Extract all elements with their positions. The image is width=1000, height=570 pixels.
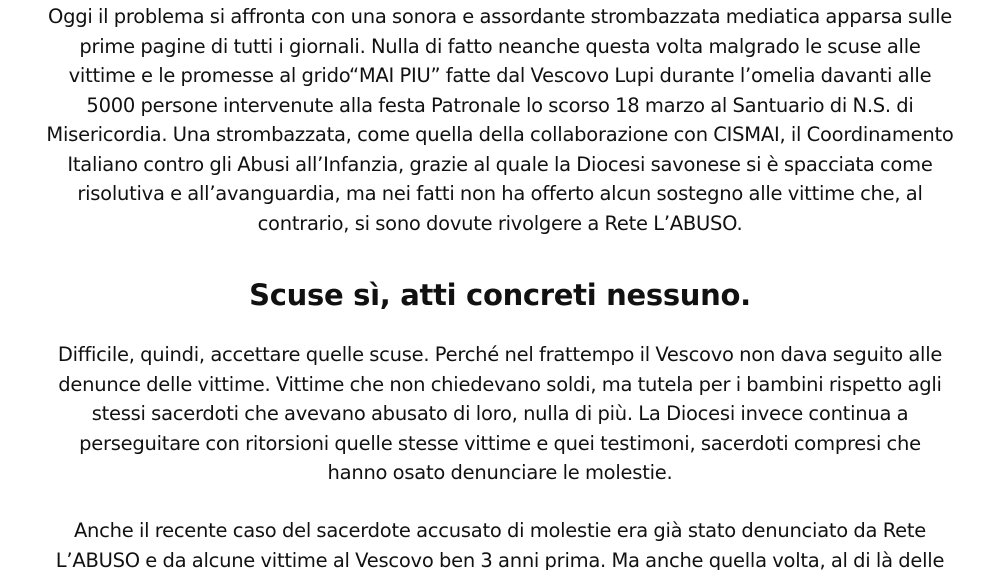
paragraph-line: perseguitare con ritorsioni quelle stesse vittime e quei testimoni, sacerdoti compresi che [79, 431, 921, 455]
paragraph-line: L’ABUSO e da alcune vittime al Vescovo ben 3 anni prima. Ma anche quella volta, al di là delle [55, 548, 945, 570]
paragraph-line: Misericordia. Una strombazzata, come quella della collaborazione con CISMAI, il Coordinamento [46, 123, 954, 146]
paragraph-line: risolutiva e all’avanguardia, ma nei fatti non ha offerto alcun sostegno alle vittime che, al [77, 182, 923, 205]
paragraph-line: stessi sacerdoti che avevano abusato di loro, nulla di più. La Diocesi invece continua a [91, 402, 909, 425]
paragraph-line: Anche il recente caso del sacerdote accusato di molestie era già stato denunciato da Rete [73, 519, 927, 542]
section-heading: Scuse sì, atti concreti nessuno. [249, 278, 751, 312]
article-paragraph-3 [0, 516, 1000, 570]
paragraph-line: denunce delle vittime. Vittime che non chiedevano soldi, ma tutela per i bambini rispetto agli [58, 372, 942, 396]
article-paragraph-2 [0, 340, 1000, 488]
paragraph-line: hanno osato denunciare le molestie. [327, 461, 673, 484]
paragraph-line: prime pagine di tutti i giornali. Nulla di fatto neanche questa volta malgrado le scuse alle [79, 34, 921, 58]
paragraph-line: contrario, si sono dovute rivolgere a Rete L’ABUSO. [257, 211, 743, 235]
paragraph-line: Oggi il problema si affronta con una sonora e assordante strombazzata mediatica apparsa sulle [47, 5, 953, 28]
paragraph-line: 5000 persone intervenute alla festa Patronale lo scorso 18 marzo al Santuario di N.S. di [86, 93, 914, 117]
paragraph-line: Difficile, quindi, accettare quelle scuse. Perché nel frattempo il Vescovo non dava seguito alle [57, 343, 943, 366]
paragraph-line: vittime e le promesse al grido“MAI PIU” fatte dal Vescovo Lupi durante l’omelia davanti alle [68, 64, 932, 87]
article-paragraph-1 [0, 2, 1000, 238]
paragraph-line: Italiano contro gli Abusi all’Infanzia, grazie al quale la Diocesi savonese si è spacciata come [67, 152, 933, 176]
